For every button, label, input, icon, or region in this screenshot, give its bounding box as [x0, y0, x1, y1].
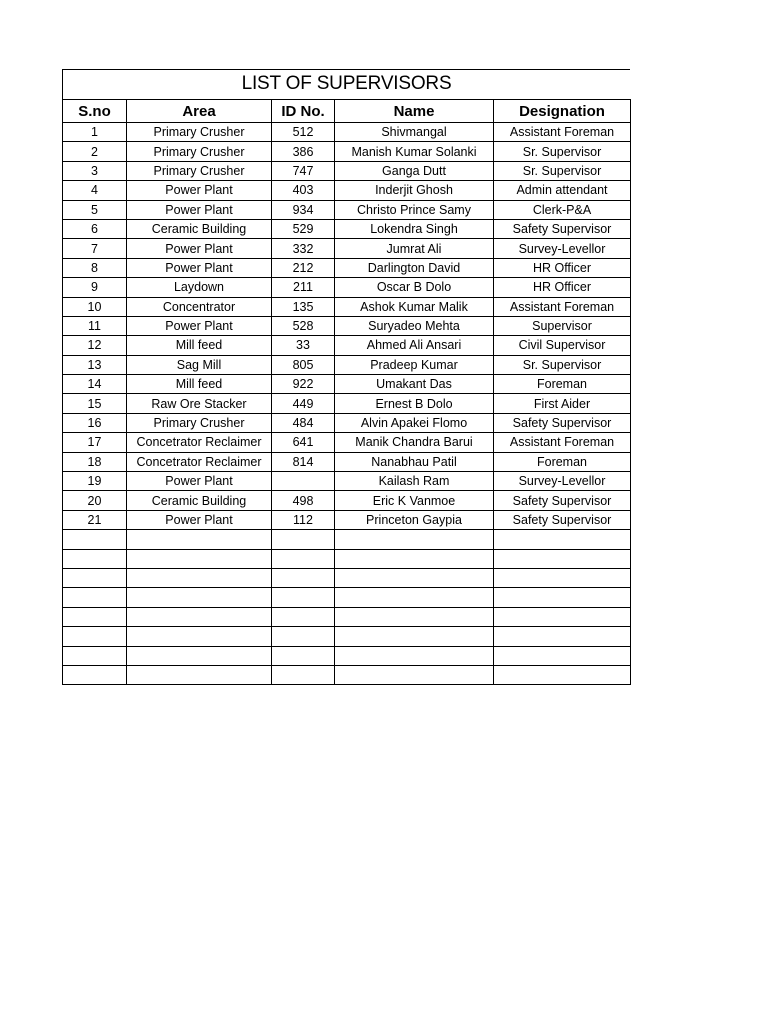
cell-sno: [63, 530, 127, 549]
cell-id: 747: [272, 161, 335, 180]
cell-name: Inderjit Ghosh: [335, 181, 494, 200]
cell-id: 922: [272, 375, 335, 394]
cell-designation: Civil Supervisor: [494, 336, 631, 355]
cell-designation: [494, 568, 631, 587]
table-row: [63, 394, 631, 413]
table-row: [63, 219, 631, 238]
cell-id: 529: [272, 219, 335, 238]
cell-area: Concetrator Reclaimer: [127, 433, 272, 452]
cell-designation: Survey-Levellor: [494, 472, 631, 491]
cell-sno: 12: [63, 336, 127, 355]
cell-sno: 11: [63, 316, 127, 335]
table-row: [63, 568, 631, 587]
cell-area: [127, 549, 272, 568]
table-row: [63, 665, 631, 684]
cell-name: Umakant Das: [335, 375, 494, 394]
table-row: [63, 181, 631, 200]
cell-id: 211: [272, 278, 335, 297]
cell-designation: Safety Supervisor: [494, 510, 631, 529]
header-designation: Designation: [494, 100, 631, 123]
cell-area: Mill feed: [127, 375, 272, 394]
cell-id: [272, 646, 335, 665]
cell-name: Nanabhau Patil: [335, 452, 494, 471]
cell-area: Power Plant: [127, 472, 272, 491]
cell-designation: HR Officer: [494, 278, 631, 297]
cell-sno: [63, 588, 127, 607]
header-id: ID No.: [272, 100, 335, 123]
cell-area: Primary Crusher: [127, 123, 272, 142]
cell-sno: 8: [63, 258, 127, 277]
cell-designation: Assistant Foreman: [494, 297, 631, 316]
cell-area: Primary Crusher: [127, 161, 272, 180]
supervisors-table: [62, 99, 631, 685]
cell-designation: Safety Supervisor: [494, 413, 631, 432]
cell-name: Manish Kumar Solanki: [335, 142, 494, 161]
cell-designation: Safety Supervisor: [494, 491, 631, 510]
cell-area: [127, 607, 272, 626]
table-row: [63, 627, 631, 646]
cell-sno: 13: [63, 355, 127, 374]
cell-name: Lokendra Singh: [335, 219, 494, 238]
cell-designation: [494, 588, 631, 607]
cell-area: Mill feed: [127, 336, 272, 355]
cell-designation: [494, 530, 631, 549]
cell-sno: 17: [63, 433, 127, 452]
cell-designation: Foreman: [494, 452, 631, 471]
cell-id: 805: [272, 355, 335, 374]
cell-designation: [494, 627, 631, 646]
cell-sno: 19: [63, 472, 127, 491]
cell-designation: Assistant Foreman: [494, 123, 631, 142]
cell-id: 33: [272, 336, 335, 355]
cell-sno: 6: [63, 219, 127, 238]
cell-name: [335, 588, 494, 607]
cell-name: [335, 549, 494, 568]
cell-area: Power Plant: [127, 316, 272, 335]
cell-id: [272, 607, 335, 626]
cell-designation: Assistant Foreman: [494, 433, 631, 452]
cell-designation: Admin attendant: [494, 181, 631, 200]
title-row: [62, 69, 630, 99]
cell-designation: Supervisor: [494, 316, 631, 335]
table-row: [63, 510, 631, 529]
cell-name: [335, 530, 494, 549]
table-row: [63, 200, 631, 219]
cell-id: 498: [272, 491, 335, 510]
table-row: [63, 607, 631, 626]
cell-id: 512: [272, 123, 335, 142]
cell-name: Princeton Gaypia: [335, 510, 494, 529]
cell-area: Concentrator: [127, 297, 272, 316]
cell-id: 484: [272, 413, 335, 432]
cell-designation: Sr. Supervisor: [494, 142, 631, 161]
table-row: [63, 452, 631, 471]
table-row: [63, 278, 631, 297]
cell-id: 212: [272, 258, 335, 277]
cell-designation: Sr. Supervisor: [494, 161, 631, 180]
cell-sno: [63, 627, 127, 646]
cell-designation: Foreman: [494, 375, 631, 394]
cell-name: Shivmangal: [335, 123, 494, 142]
table-row: [63, 258, 631, 277]
cell-sno: [63, 568, 127, 587]
cell-id: [272, 665, 335, 684]
table-header: [63, 100, 631, 123]
cell-id: 112: [272, 510, 335, 529]
cell-name: [335, 568, 494, 587]
cell-id: 449: [272, 394, 335, 413]
cell-designation: Safety Supervisor: [494, 219, 631, 238]
cell-area: Raw Ore Stacker: [127, 394, 272, 413]
header-name: Name: [335, 100, 494, 123]
cell-id: [272, 549, 335, 568]
cell-id: [272, 472, 335, 491]
table-row: [63, 375, 631, 394]
cell-id: [272, 568, 335, 587]
sheet-title: LIST OF SUPERVISORS: [241, 73, 452, 94]
table-row: [63, 142, 631, 161]
table-row: [63, 123, 631, 142]
cell-sno: 21: [63, 510, 127, 529]
cell-id: 135: [272, 297, 335, 316]
table-row: [63, 433, 631, 452]
cell-sno: 14: [63, 375, 127, 394]
cell-area: Power Plant: [127, 200, 272, 219]
cell-area: Power Plant: [127, 258, 272, 277]
cell-area: Sag Mill: [127, 355, 272, 374]
table-row: [63, 355, 631, 374]
cell-sno: [63, 665, 127, 684]
cell-name: [335, 627, 494, 646]
cell-sno: 16: [63, 413, 127, 432]
cell-area: Laydown: [127, 278, 272, 297]
cell-name: Darlington David: [335, 258, 494, 277]
cell-name: Ganga Dutt: [335, 161, 494, 180]
cell-sno: 7: [63, 239, 127, 258]
cell-sno: [63, 646, 127, 665]
cell-name: [335, 665, 494, 684]
table-row: [63, 472, 631, 491]
cell-name: Eric K Vanmoe: [335, 491, 494, 510]
cell-designation: Survey-Levellor: [494, 239, 631, 258]
cell-id: [272, 530, 335, 549]
header-row: [63, 100, 631, 123]
cell-name: Christo Prince Samy: [335, 200, 494, 219]
cell-sno: 1: [63, 123, 127, 142]
header-sno: S.no: [63, 100, 127, 123]
cell-sno: 9: [63, 278, 127, 297]
cell-sno: 3: [63, 161, 127, 180]
cell-name: [335, 607, 494, 626]
cell-sno: 10: [63, 297, 127, 316]
cell-id: 934: [272, 200, 335, 219]
cell-name: Ahmed Ali Ansari: [335, 336, 494, 355]
cell-designation: HR Officer: [494, 258, 631, 277]
header-area: Area: [127, 100, 272, 123]
cell-id: [272, 627, 335, 646]
cell-id: 814: [272, 452, 335, 471]
cell-id: 386: [272, 142, 335, 161]
cell-name: Jumrat Ali: [335, 239, 494, 258]
cell-id: [272, 588, 335, 607]
cell-area: Power Plant: [127, 239, 272, 258]
table-row: [63, 491, 631, 510]
cell-area: Power Plant: [127, 510, 272, 529]
cell-name: Suryadeo Mehta: [335, 316, 494, 335]
cell-name: Alvin Apakei Flomo: [335, 413, 494, 432]
cell-id: 641: [272, 433, 335, 452]
table-row: [63, 161, 631, 180]
cell-sno: 4: [63, 181, 127, 200]
cell-sno: 18: [63, 452, 127, 471]
cell-sno: 20: [63, 491, 127, 510]
cell-sno: [63, 607, 127, 626]
cell-sno: 5: [63, 200, 127, 219]
cell-id: 332: [272, 239, 335, 258]
cell-area: Ceramic Building: [127, 491, 272, 510]
cell-area: Ceramic Building: [127, 219, 272, 238]
table-row: [63, 549, 631, 568]
cell-area: [127, 530, 272, 549]
table-row: [63, 588, 631, 607]
cell-area: [127, 665, 272, 684]
cell-area: [127, 568, 272, 587]
cell-area: [127, 627, 272, 646]
cell-sno: [63, 549, 127, 568]
cell-designation: [494, 646, 631, 665]
cell-area: Power Plant: [127, 181, 272, 200]
cell-name: Ernest B Dolo: [335, 394, 494, 413]
cell-name: Manik Chandra Barui: [335, 433, 494, 452]
cell-id: 403: [272, 181, 335, 200]
cell-sno: 2: [63, 142, 127, 161]
cell-name: [335, 646, 494, 665]
cell-name: Oscar B Dolo: [335, 278, 494, 297]
table-row: [63, 530, 631, 549]
cell-designation: [494, 607, 631, 626]
table-row: [63, 413, 631, 432]
cell-sno: 15: [63, 394, 127, 413]
cell-area: Primary Crusher: [127, 142, 272, 161]
cell-designation: [494, 665, 631, 684]
table-row: [63, 336, 631, 355]
cell-id: 528: [272, 316, 335, 335]
cell-name: Ashok Kumar Malik: [335, 297, 494, 316]
cell-area: [127, 646, 272, 665]
supervisors-sheet: [62, 69, 630, 685]
cell-area: Concetrator Reclaimer: [127, 452, 272, 471]
table-row: [63, 297, 631, 316]
cell-designation: First Aider: [494, 394, 631, 413]
cell-name: Pradeep Kumar: [335, 355, 494, 374]
cell-designation: Clerk-P&A: [494, 200, 631, 219]
table-body: [63, 123, 631, 685]
cell-area: Primary Crusher: [127, 413, 272, 432]
table-row: [63, 316, 631, 335]
cell-area: [127, 588, 272, 607]
table-row: [63, 239, 631, 258]
cell-designation: [494, 549, 631, 568]
table-row: [63, 646, 631, 665]
cell-name: Kailash Ram: [335, 472, 494, 491]
cell-designation: Sr. Supervisor: [494, 355, 631, 374]
